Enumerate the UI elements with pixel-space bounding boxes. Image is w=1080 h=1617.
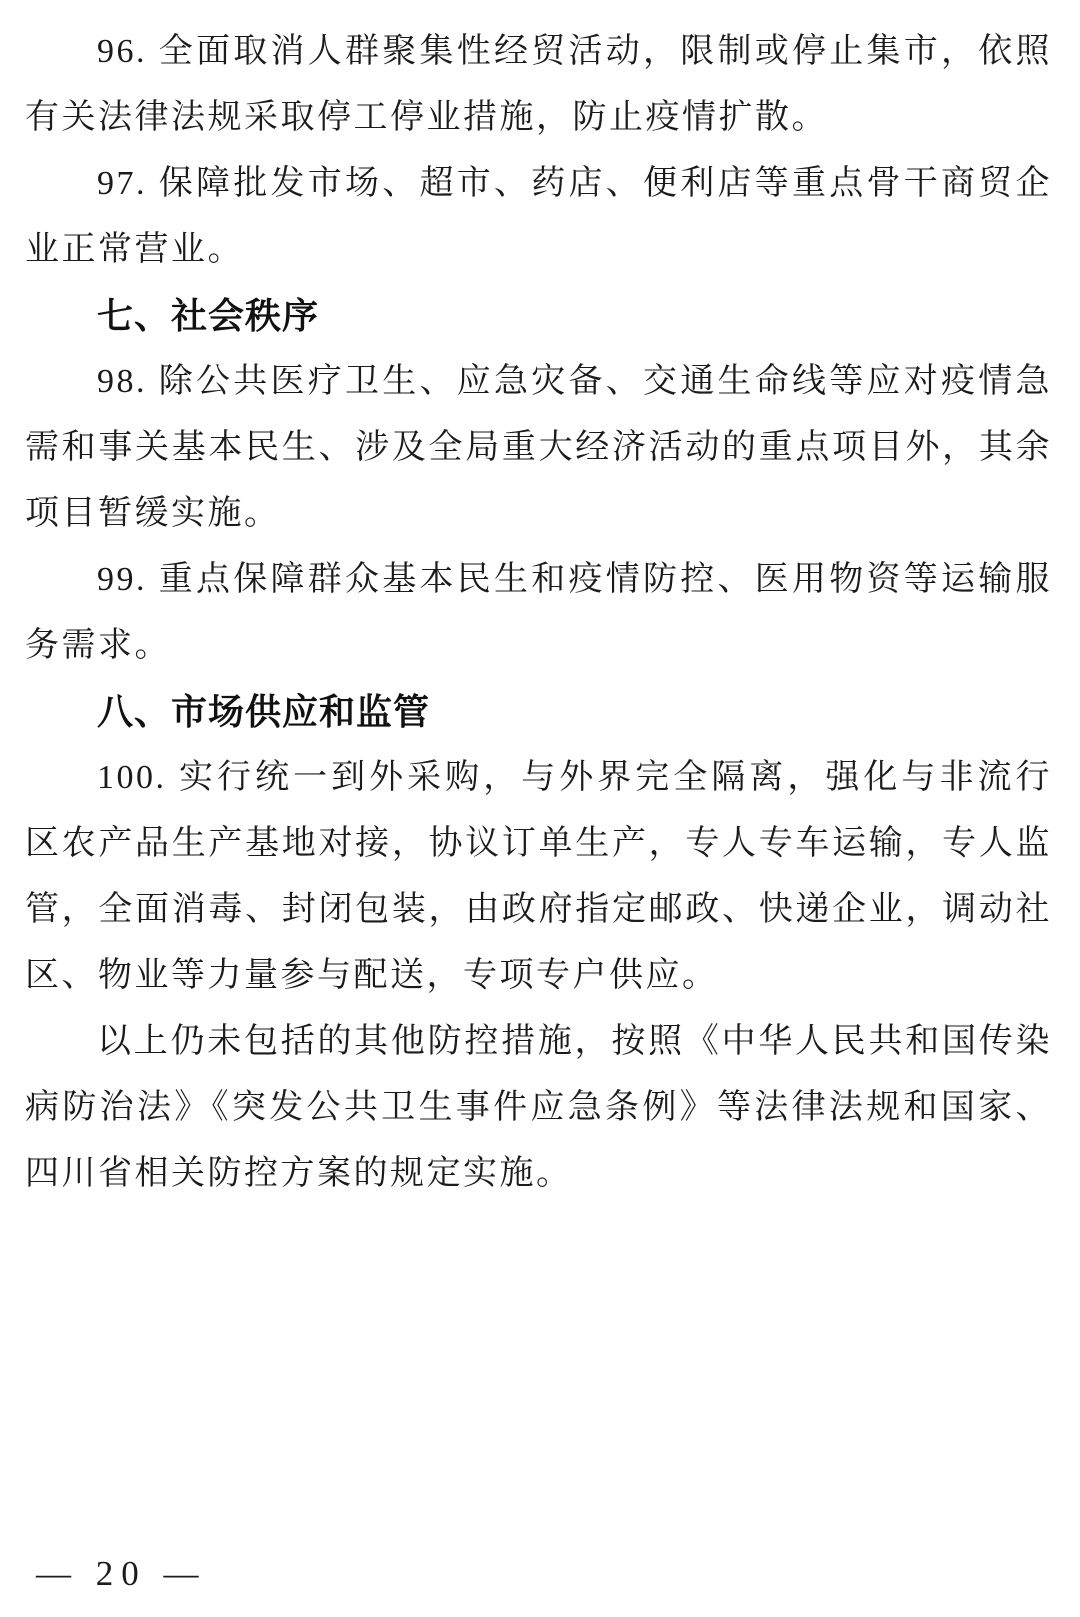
paragraph-item-97: 97. 保障批发市场、超市、药店、便利店等重点骨干商贸企业正常营业。 — [25, 165, 1052, 268]
paragraph-item-99: 99. 重点保障群众基本民生和疫情防控、医用物资等运输服务需求。 — [25, 561, 1052, 664]
paragraph-item-100: 100. 实行统一到外采购，与外界完全隔离，强化与非流行区农产品生产基地对接，协议订单生产，专人专车运输，专人监管，全面消毒、封闭包装，由政府指定邮政、快递企业，调动社区、物业等力量参与配送，专项专户供应。 — [25, 759, 1052, 994]
closing-paragraph: 以上仍未包括的其他防控措施，按照《中华人民共和国传染病防治法》《突发公共卫生事件应急条例》等法律法规和国家、四川省相关防控方案的规定实施。 — [25, 1023, 1052, 1192]
section-heading-8-market-supply: 八、市场供应和监管 — [97, 691, 431, 732]
page-number: — 20 — — [36, 1554, 207, 1593]
document-content — [25, 19, 1052, 1207]
paragraph-item-98: 98. 除公共医疗卫生、应急灾备、交通生命线等应对疫情急需和事关基本民生、涉及全局重大经济活动的重点项目外，其余项目暂缓实施。 — [25, 363, 1052, 532]
paragraph-item-96: 96. 全面取消人群聚集性经贸活动，限制或停止集市，依照有关法律法规采取停工停业措施，防止疫情扩散。 — [25, 33, 1052, 136]
section-heading-7-social-order: 七、社会秩序 — [97, 295, 320, 336]
